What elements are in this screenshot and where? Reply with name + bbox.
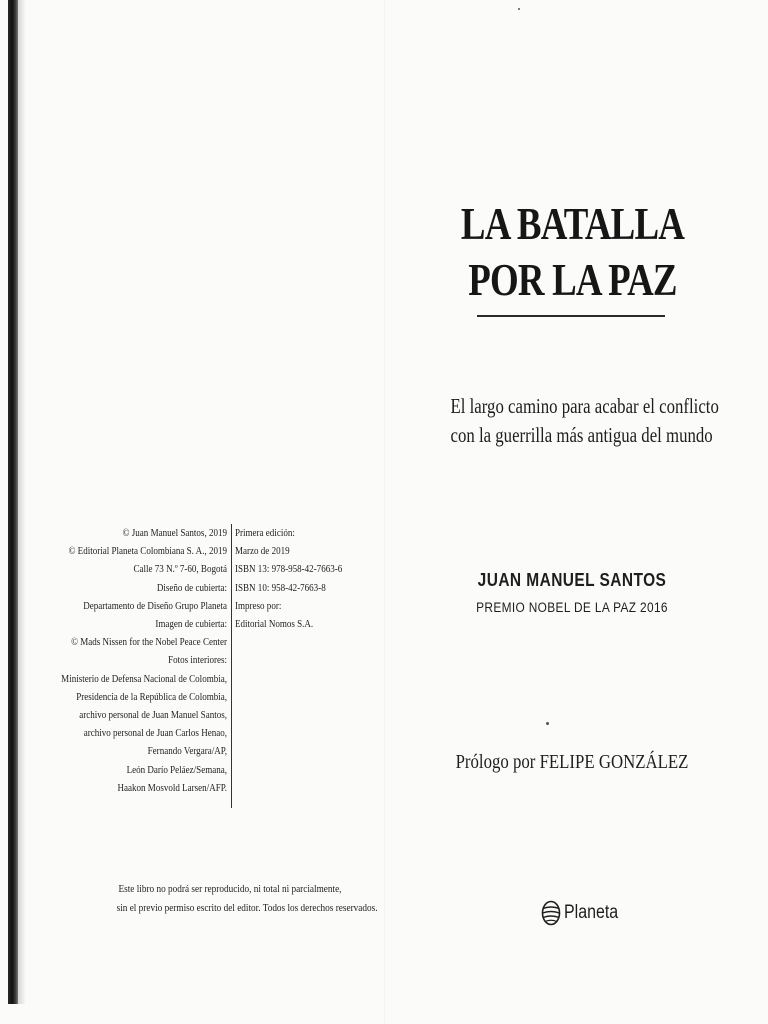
colophon-line: Fernando Vergara/AP, <box>147 745 227 758</box>
colophon-line: archivo personal de Juan Carlos Henao, <box>83 727 227 740</box>
colophon-line: © Editorial Planeta Colombiana S. A., 2019 <box>68 545 227 558</box>
colophon-line: © Mads Nissen for the Nobel Peace Center <box>71 636 228 649</box>
book-spine-edge <box>8 0 18 1004</box>
colophon-line: Fotos interiores: <box>168 654 227 667</box>
title-rule <box>477 315 665 317</box>
colophon-line: León Darío Peláez/Semana, <box>126 763 227 776</box>
colophon-line: © Juan Manuel Santos, 2019 <box>122 527 227 539</box>
colophon-divider <box>231 524 232 808</box>
colophon-line: Imagen de cubierta: <box>155 618 227 631</box>
colophon-line: Departamento de Diseño Grupo Planeta <box>83 599 227 612</box>
book-title <box>447 196 697 308</box>
colophon-line: ISBN 13: 978-958-42-7663-6 <box>235 563 343 576</box>
colophon-right-column <box>235 524 358 633</box>
rights-line-1: Este libro no podrá ser reproducido, ni total ni parcialmente, <box>118 883 342 895</box>
colophon-line: Impreso por: <box>235 599 282 612</box>
globe-icon <box>541 900 561 926</box>
colophon-line: Diseño de cubierta: <box>156 581 227 594</box>
colophon-line: Editorial Nomos S.A. <box>235 618 314 631</box>
publisher-name: Planeta <box>564 902 619 923</box>
colophon-line: Presidencia de la República de Colombia, <box>76 690 228 703</box>
colophon-line: Primera edición: <box>235 527 295 539</box>
colophon-line: Marzo de 2019 <box>235 545 290 558</box>
subtitle-line-1: El largo camino para acabar el conflicto <box>450 394 719 418</box>
print-speck <box>518 8 520 10</box>
colophon-credits <box>24 524 227 814</box>
page-fold <box>384 0 385 1024</box>
colophon-left-column <box>0 524 227 797</box>
colophon-line: Ministerio de Defensa Nacional de Colombia, <box>61 672 228 685</box>
colophon-line: Haakon Mosvold Larsen/AFP. <box>117 781 227 794</box>
book-subtitle <box>450 392 719 450</box>
rights-notice <box>116 880 378 918</box>
rights-line-2: sin el previo permiso escrito del editor. Todos los derechos reservados. <box>116 902 378 914</box>
title-line-2: POR LA PAZ <box>468 255 677 305</box>
print-speck <box>546 722 549 725</box>
spine-shadow <box>18 0 26 1004</box>
colophon-line: ISBN 10: 958-42-7663-8 <box>235 581 326 594</box>
publisher-logo <box>541 898 628 928</box>
colophon-line: archivo personal de Juan Manuel Santos, <box>79 709 227 722</box>
colophon-line: Calle 73 N.º 7-60, Bogotá <box>133 563 227 576</box>
subtitle-line-2: con la guerrilla más antigua del mundo <box>450 423 713 447</box>
author-name: JUAN MANUEL SANTOS <box>477 570 667 590</box>
title-line-1: LA BATALLA <box>460 199 685 249</box>
prologue-credit: Prólogo por FELIPE GONZÁLEZ <box>455 751 689 773</box>
author-award: PREMIO NOBEL DE LA PAZ 2016 <box>476 600 668 615</box>
